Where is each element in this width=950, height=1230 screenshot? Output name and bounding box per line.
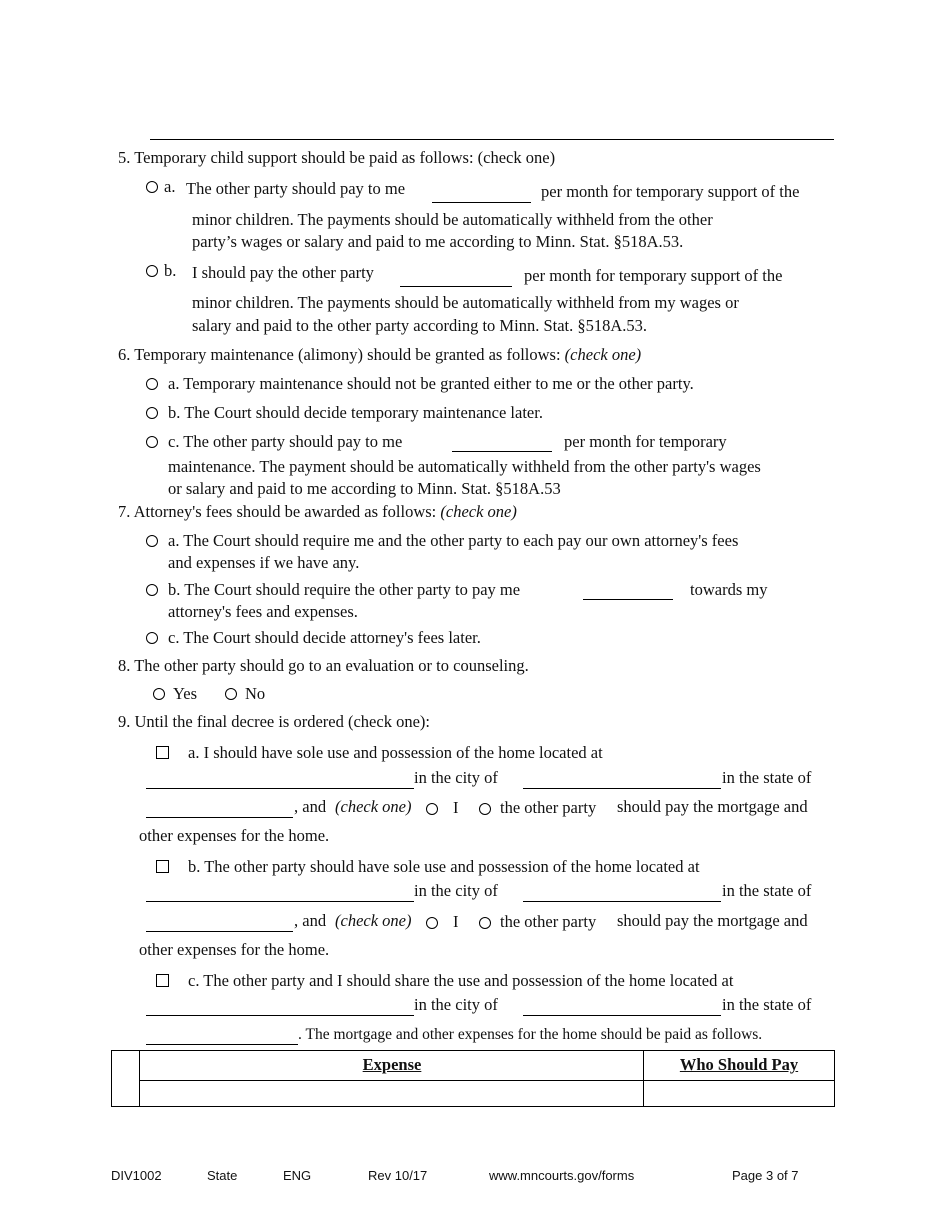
col-header-expense: Expense bbox=[362, 1055, 422, 1074]
item-5a-line3: party’s wages or salary and paid to me according to Minn. Stat. §518A.53. bbox=[192, 232, 684, 251]
item-6-heading bbox=[118, 345, 641, 365]
amount-field-5b[interactable] bbox=[400, 286, 512, 287]
checkbox-9a[interactable] bbox=[156, 746, 169, 759]
item-9b-and: , and bbox=[294, 911, 327, 930]
item-9a-in-state: in the state of bbox=[722, 768, 812, 787]
amount-field-5a[interactable] bbox=[432, 202, 531, 203]
state-field-9b[interactable] bbox=[146, 931, 293, 932]
amount-field-7b[interactable] bbox=[583, 599, 673, 600]
footer-form-id: DIV1002 bbox=[111, 1168, 162, 1183]
item-9a-other-expenses: other expenses for the home. bbox=[139, 826, 330, 845]
radio-6a[interactable] bbox=[146, 378, 158, 390]
marker-5a: a. bbox=[164, 177, 176, 196]
item-5a-text: The other party should pay to me bbox=[186, 179, 406, 198]
item-9a-opt-i: I bbox=[453, 798, 459, 817]
item-9a-and: , and bbox=[294, 797, 327, 816]
item-7a-line1: a. The Court should require me and the other party to each pay our own attorney's fees bbox=[168, 531, 739, 550]
item-9a-check-one: (check one) bbox=[335, 797, 412, 816]
city-field-9b[interactable] bbox=[523, 901, 721, 902]
item-7b-line2: attorney's fees and expenses. bbox=[168, 602, 358, 621]
item-5b-text: I should pay the other party bbox=[192, 263, 374, 282]
marker-5b: b. bbox=[164, 261, 177, 280]
city-field-9a[interactable] bbox=[523, 788, 721, 789]
item-6c-line2: maintenance. The payment should be automatically withheld from the other party's wages bbox=[168, 457, 761, 476]
item-8-heading: 8. The other party should go to an evaluation or to counseling. bbox=[118, 656, 529, 675]
radio-8-yes[interactable] bbox=[153, 688, 165, 700]
top-rule bbox=[150, 139, 834, 140]
footer-url: www.mncourts.gov/forms bbox=[489, 1168, 635, 1183]
item-7b-line1-post: towards my bbox=[690, 580, 768, 599]
item-9b-opt-other: the other party bbox=[500, 912, 597, 931]
address-field-9a[interactable] bbox=[146, 788, 414, 789]
item-6a-text: a. Temporary maintenance should not be granted either to me or the other party. bbox=[168, 374, 694, 393]
radio-9a-other[interactable] bbox=[479, 803, 491, 815]
address-field-9b[interactable] bbox=[146, 901, 414, 902]
item-9b-line1: b. The other party should have sole use and possession of the home located at bbox=[188, 857, 700, 876]
footer-lang: ENG bbox=[283, 1168, 312, 1183]
item-9-heading: 9. Until the final decree is ordered (check one): bbox=[118, 712, 430, 731]
item-5b-line3: salary and paid to the other party according to Minn. Stat. §518A.53. bbox=[192, 316, 648, 335]
item-7-heading bbox=[118, 502, 517, 522]
radio-7a[interactable] bbox=[146, 535, 158, 547]
item-7c-text: c. The Court should decide attorney's fees later. bbox=[168, 628, 481, 647]
footer-state: State bbox=[207, 1168, 238, 1183]
footer-rev: Rev 10/17 bbox=[368, 1168, 428, 1183]
radio-9b-i[interactable] bbox=[426, 917, 438, 929]
item-7-heading-text: 7. Attorney's fees should be awarded as follows: bbox=[118, 502, 437, 521]
checkbox-9c[interactable] bbox=[156, 974, 169, 987]
item-6c-text: c. The other party should pay to me bbox=[168, 432, 403, 451]
item-5-heading: 5. Temporary child support should be paid as follows: (check one) bbox=[118, 148, 556, 167]
item-5b-text-post: per month for temporary support of the bbox=[524, 266, 783, 285]
item-9a-in-city: in the city of bbox=[414, 768, 498, 787]
item-9c-line1: c. The other party and I should share the use and possession of the home located at bbox=[188, 971, 734, 990]
radio-6b[interactable] bbox=[146, 407, 158, 419]
item-9a-line1: a. I should have sole use and possession of the home located at bbox=[188, 743, 603, 762]
item-6c-text-post: per month for temporary bbox=[564, 432, 727, 451]
item-9b-opt-i: I bbox=[453, 912, 459, 931]
city-field-9c[interactable] bbox=[523, 1015, 721, 1016]
item-9b-in-state: in the state of bbox=[722, 881, 812, 900]
state-field-9a[interactable] bbox=[146, 817, 293, 818]
item-9c-line3: . The mortgage and other expenses for the home should be paid as follows. bbox=[298, 1026, 763, 1043]
item-6b-text: b. The Court should decide temporary maintenance later. bbox=[168, 403, 543, 422]
item-9b-other-expenses: other expenses for the home. bbox=[139, 940, 330, 959]
radio-6c[interactable] bbox=[146, 436, 158, 448]
address-field-9c[interactable] bbox=[146, 1015, 414, 1016]
item-5a-text-post: per month for temporary support of the bbox=[541, 182, 800, 201]
radio-9b-other[interactable] bbox=[479, 917, 491, 929]
item-7b-line1: b. The Court should require the other party to pay me bbox=[168, 580, 521, 599]
checkbox-9b[interactable] bbox=[156, 860, 169, 873]
item-9a-opt-other: the other party bbox=[500, 798, 597, 817]
item-6c-line3: or salary and paid to me according to Minn. Stat. §518A.53 bbox=[168, 479, 561, 498]
radio-7c[interactable] bbox=[146, 632, 158, 644]
table-blank-col bbox=[112, 1051, 140, 1106]
item-9c-in-state: in the state of bbox=[722, 995, 812, 1014]
radio-7b[interactable] bbox=[146, 584, 158, 596]
radio-5b[interactable] bbox=[146, 265, 158, 277]
table-cell-expense-input[interactable] bbox=[140, 1081, 643, 1106]
state-field-9c[interactable] bbox=[146, 1044, 298, 1045]
item-6-heading-text: 6. Temporary maintenance (alimony) should be granted as follows: bbox=[118, 345, 561, 364]
radio-8-no[interactable] bbox=[225, 688, 237, 700]
item-9a-should-pay: should pay the mortgage and bbox=[617, 797, 808, 816]
item-9b-in-city: in the city of bbox=[414, 881, 498, 900]
item-7a-line2: and expenses if we have any. bbox=[168, 553, 360, 572]
expense-table bbox=[111, 1050, 835, 1107]
item-5a-line2: minor children. The payments should be automatically withheld from the other bbox=[192, 210, 713, 229]
item-9c-in-city: in the city of bbox=[414, 995, 498, 1014]
col-header-who-should-pay: Who Should Pay bbox=[679, 1055, 799, 1074]
radio-5a[interactable] bbox=[146, 181, 158, 193]
amount-field-6c[interactable] bbox=[452, 451, 552, 452]
footer-page: Page 3 of 7 bbox=[732, 1168, 799, 1183]
item-9b-check-one: (check one) bbox=[335, 911, 412, 930]
item-6-check-one: (check one) bbox=[564, 345, 642, 364]
item-7-check-one: (check one) bbox=[440, 502, 517, 521]
item-8-yes-label: Yes bbox=[173, 684, 198, 703]
item-5b-line2: minor children. The payments should be automatically withheld from my wages or bbox=[192, 293, 739, 312]
item-9b-should-pay: should pay the mortgage and bbox=[617, 911, 808, 930]
item-8-no-label: No bbox=[245, 684, 266, 703]
table-cell-who-input[interactable] bbox=[644, 1081, 834, 1106]
radio-9a-i[interactable] bbox=[426, 803, 438, 815]
